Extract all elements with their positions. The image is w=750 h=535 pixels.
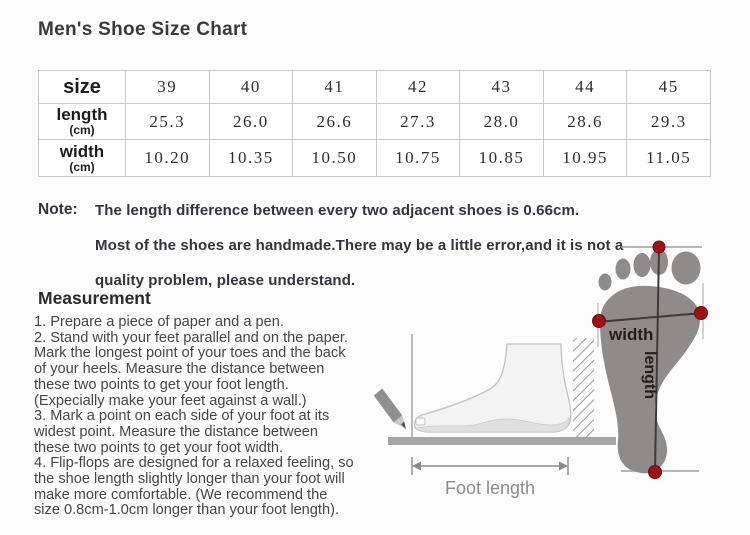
instruction-line: the shoe length slightly longer than your foot will [34, 471, 345, 488]
size-row-header: size [39, 71, 126, 104]
foot-side-diagram [368, 328, 620, 530]
footprint-diagram [585, 233, 725, 483]
note-line: The length difference between every two adjacent shoes is 0.66cm. [95, 202, 580, 219]
note-line: quality problem, please understand. [95, 272, 356, 289]
instruction-line: of your heels. Measure the distance between [34, 361, 325, 378]
foot-length-arrow [412, 457, 568, 475]
size-cell: 41 [293, 71, 377, 104]
width-cell: 10.85 [460, 140, 544, 177]
measurement-heading: Measurement [38, 288, 151, 308]
width-unit: (cm) [69, 159, 95, 174]
foot-length-label: Foot length [444, 478, 536, 498]
page-title: Men's Shoe Size Chart [38, 19, 248, 40]
big-toe-oval [672, 252, 701, 285]
instruction-line: these two points to get your foot length. [34, 376, 289, 393]
width-label: width [59, 141, 105, 161]
pencil-icon [374, 388, 406, 429]
foot-outline [415, 344, 571, 432]
measure-dot-left [593, 315, 606, 328]
length-label: length [56, 105, 108, 125]
instruction-line: 3. Mark a point on each side of your foot at its [34, 408, 330, 425]
note-label: Note: [38, 201, 78, 218]
width-cell: 10.75 [376, 140, 460, 177]
length-cell: 26.6 [293, 104, 377, 140]
length-cell: 28.0 [460, 104, 544, 140]
toenail [416, 418, 425, 425]
size-cell: 39 [126, 71, 210, 104]
width-cell: 10.95 [543, 140, 627, 177]
length-measure-label: length [641, 351, 658, 399]
length-unit: (cm) [69, 123, 95, 138]
width-measure-label: width [609, 325, 654, 344]
table-row-width [39, 140, 711, 177]
measure-dot-bottom [649, 466, 662, 479]
instruction-line: Mark the longest point of your toes and the back [34, 345, 346, 362]
measure-dot-right [695, 307, 708, 320]
width-cell: 10.35 [209, 140, 293, 177]
footprint-toes [599, 249, 701, 291]
ground-bar [388, 437, 616, 445]
length-cell: 29.3 [627, 104, 711, 140]
size-cell: 45 [627, 71, 711, 104]
instruction-line: widest point. Measure the distance between [34, 423, 318, 440]
instruction-line: (Expecially make your feet against a wall.) [34, 392, 307, 409]
measurement-instructions [34, 315, 399, 519]
width-cell: 10.20 [126, 140, 210, 177]
size-cell: 40 [209, 71, 293, 104]
length-cell: 25.3 [126, 104, 210, 140]
table-row-size [39, 71, 711, 104]
note-line: Most of the shoes are handmade.There may be a little error,and it is not a [95, 237, 624, 254]
length-cell: 27.3 [376, 104, 460, 140]
size-table [38, 70, 711, 177]
instruction-line: these two points to get your foot width. [34, 439, 284, 456]
instruction-line: size 0.8cm-1.0cm longer than your foot length). [34, 502, 340, 519]
size-cell: 42 [376, 71, 460, 104]
instruction-line: 4. Flip-flops are designed for a relaxed feeling, so [34, 455, 354, 472]
toe-oval [616, 259, 631, 280]
table-row-length [39, 104, 711, 140]
instruction-line: 1. Prepare a piece of paper and a pen. [34, 314, 284, 330]
length-row-header [39, 104, 126, 140]
length-cell: 28.6 [543, 104, 627, 140]
measure-dot-top [653, 241, 665, 253]
width-row-header [39, 140, 126, 177]
size-cell: 44 [543, 71, 627, 104]
width-cell: 11.05 [627, 140, 711, 177]
instruction-line: 2. Stand with your feet parallel and on the paper. [34, 329, 348, 346]
instruction-line: make more comfortable. (We recommend the [34, 486, 328, 503]
toe-oval [599, 274, 612, 291]
size-cell: 43 [460, 71, 544, 104]
toe-oval [634, 253, 651, 277]
width-cell: 10.50 [293, 140, 377, 177]
length-cell: 26.0 [209, 104, 293, 140]
